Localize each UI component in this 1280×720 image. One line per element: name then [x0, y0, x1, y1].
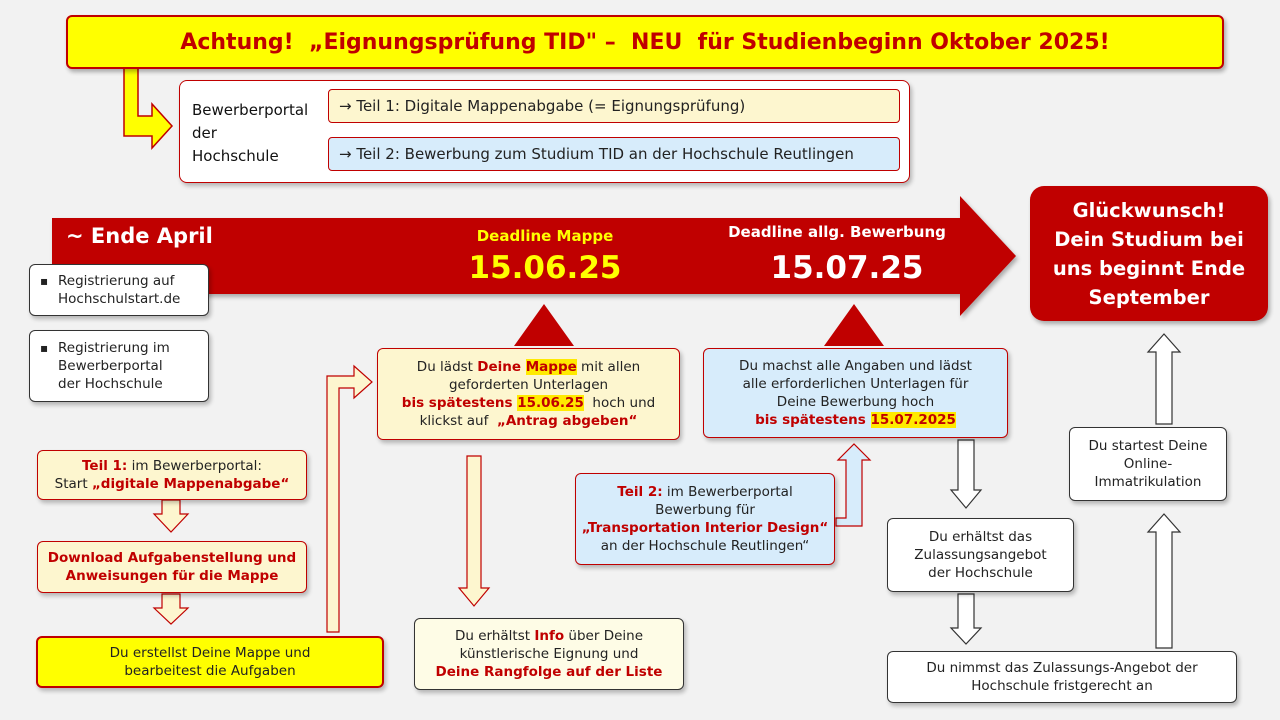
register-bewerberportal: ▪ Registrierung im Bewerberportal der Hochschule [29, 330, 209, 402]
immatrikulation-box: Du startest Deine Online- Immatrikulation [1069, 427, 1227, 501]
deadline-mappe-label: Deadline Mappe [476, 227, 614, 245]
down-arrow-to-zulassung [951, 440, 981, 508]
deadline-bewerbung-label: Deadline allg. Bewerbung [728, 223, 946, 241]
bent-arrow-to-bewerbung [836, 444, 870, 526]
down-arrow-2 [154, 594, 188, 624]
teil1-start-box: Teil 1: im Bewerberportal: Start „digitale Mappenabgabe“ [37, 450, 307, 500]
portal-teil1: → Teil 1: Digitale Mappenabgabe (= Eignungsprüfung) [328, 89, 900, 123]
headline-banner [66, 15, 1224, 69]
zulassung-box: Du erhältst das Zulassungsangebot der Hochschule [887, 518, 1074, 592]
up-arrow-to-congrats [1148, 334, 1180, 424]
download-box: Download Aufgabenstellung und Anweisungen für die Mappe [37, 541, 307, 593]
annehmen-box: Du nimmst das Zulassungs-Angebot der Hochschule fristgerecht an [887, 651, 1237, 703]
deadline-mappe-date: 15.06.25 [468, 250, 622, 286]
register-hochschulstart: ▪ Registrierung auf Hochschulstart.de [29, 264, 209, 316]
teil2-start-box: Teil 2: im Bewerberportal Bewerbung für „Transportation Interior Design“ an der Hochschule Reutlingen“ [575, 473, 835, 565]
congrats-box: Glückwunsch! Dein Studium bei uns beginnt Ende September [1030, 186, 1268, 321]
deadline-mappe-pointer [514, 304, 574, 346]
banner-to-portal-arrow [124, 68, 172, 148]
bewerbung-upload-box: Du machst alle Angaben und lädst alle erforderlichen Unterlagen für Deine Bewerbung hoch bis spätestens 15.07.2025 [703, 348, 1008, 438]
portal-teil2: → Teil 2: Bewerbung zum Studium TID an der Hochschule Reutlingen [328, 137, 900, 171]
deadline-bewerbung-pointer [824, 304, 884, 346]
up-arrow-to-immatrikulation [1148, 514, 1180, 648]
down-arrow-to-info [459, 456, 489, 606]
mappe-upload-box: Du lädst Deine Mappe mit allen geforderten Unterlagen bis spätestens 15.06.25 hoch und klickst auf „Antrag abgeben“ [377, 348, 680, 440]
down-arrow-to-annehmen [951, 594, 981, 644]
portal-label: Bewerberportal der Hochschule [192, 101, 309, 165]
info-box: Du erhältst Info über Deine künstlerische Eignung und Deine Rangfolge auf der Liste [414, 618, 684, 690]
down-arrow-1 [154, 500, 188, 532]
erstellst-box: Du erstellst Deine Mappe und bearbeitest die Aufgaben [36, 636, 384, 688]
bent-arrow-to-mappe [327, 366, 372, 632]
headline-text: Achtung! „Eignungsprüfung TID" – NEU für Studienbeginn Oktober 2025! [180, 29, 1110, 55]
deadline-bewerbung-date: 15.07.25 [770, 250, 924, 286]
portal-box [179, 80, 910, 183]
timeline-start: ~ Ende April [66, 224, 213, 248]
